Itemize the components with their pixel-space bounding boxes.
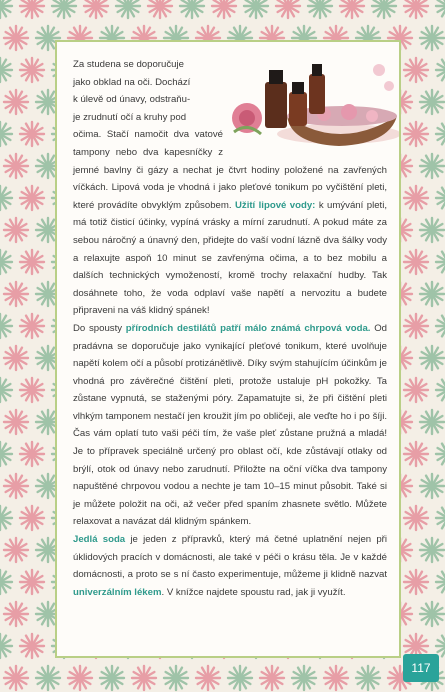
paragraph-lipova-voda: k umývání pleti, má totiž čisticí účinky, vypíná vrásky a mírní zarudnutí. A pokud máte za sebou náročný a únavný den, přidejte do vaší vodní lázně dva šálky vody a relaxujte aspoň 10 minut se zavřenýma očima, a to bez mobilu a dalších technických vymožeností, kromě trochy relaxační hudby. Tak dosáhnete toho, že voda odplaví vaše napětí a nervozitu a budete připraveni na váš klidný spánek! xyxy=(73,199,387,317)
pattern-flower xyxy=(420,218,444,242)
pattern-flower xyxy=(196,666,220,690)
pattern-flower xyxy=(404,570,428,594)
pattern-flower xyxy=(244,0,268,18)
p1-line-4: je zrudnutí očí a kruhy pod xyxy=(73,111,187,123)
pattern-flower xyxy=(420,602,444,626)
paragraph-end: . V knížce najdete spoustu rad, jak ji využít. xyxy=(161,586,346,598)
pattern-flower xyxy=(324,666,348,690)
p1-line-2: jako obklad na oči. Dochází xyxy=(73,76,191,88)
pattern-flower xyxy=(404,250,428,274)
pattern-flower xyxy=(404,378,428,402)
highlight-univerzalni-lek: univerzálním lékem xyxy=(73,586,162,598)
pattern-flower xyxy=(308,0,332,18)
pattern-flower xyxy=(0,186,12,210)
pattern-flower xyxy=(260,666,284,690)
pattern-flower xyxy=(20,122,44,146)
pattern-flower xyxy=(0,122,12,146)
pattern-flower xyxy=(20,634,44,658)
pattern-flower xyxy=(4,602,28,626)
page-number-badge: 117 xyxy=(403,654,439,682)
pattern-flower xyxy=(420,154,444,178)
pattern-flower xyxy=(4,538,28,562)
pattern-flower xyxy=(404,506,428,530)
pattern-flower xyxy=(404,122,428,146)
pattern-flower xyxy=(0,378,12,402)
pattern-flower xyxy=(0,570,12,594)
p1-rest: tampony nebo dva kapesníčky z jemné bavlny či gázy a nechat je čtvrt hodiny položené na zavřených víčkách. Lipová voda je vhodná i jako pleťové tonikum po vyčištění pleti, které provádíte obvyklým způsobem. xyxy=(73,146,387,211)
pattern-flower xyxy=(292,666,316,690)
pattern-flower xyxy=(436,186,445,210)
pattern-flower xyxy=(164,666,188,690)
pattern-flower xyxy=(180,0,204,18)
pattern-flower xyxy=(4,90,28,114)
pattern-flower xyxy=(4,410,28,434)
pattern-flower xyxy=(404,58,428,82)
pattern-flower xyxy=(20,506,44,530)
pattern-flower xyxy=(100,666,124,690)
spa-oils-photo xyxy=(229,52,399,148)
p3-start: Do spousty xyxy=(73,322,123,334)
pattern-flower xyxy=(404,314,428,338)
pattern-flower xyxy=(436,314,445,338)
pattern-flower xyxy=(436,250,445,274)
pattern-flower xyxy=(148,0,172,18)
pattern-flower xyxy=(84,0,108,18)
pattern-flower xyxy=(0,250,12,274)
p1-line-5: očima. Stačí namočit dva vatové xyxy=(73,129,223,141)
pattern-flower xyxy=(420,474,444,498)
pattern-flower xyxy=(68,666,92,690)
pattern-flower xyxy=(436,0,445,18)
pattern-flower xyxy=(0,442,12,466)
pattern-flower xyxy=(0,0,12,18)
pattern-flower xyxy=(4,282,28,306)
pattern-flower xyxy=(4,666,28,690)
pattern-flower xyxy=(420,538,444,562)
pattern-flower xyxy=(20,250,44,274)
pattern-flower xyxy=(228,666,252,690)
paragraph-jedla-soda: je jeden z přípravků, který má četné uplatnění nejen při úklidových pracích v domácnosti, ale také v péči o krásu těla. Je v každé domácnosti, a proto se s ní často experimentuje, můžeme ji klidně nazvat xyxy=(73,534,387,581)
heading-jedla-soda: Jedlá soda xyxy=(73,534,126,546)
paragraph-chrpova-voda: Od pradávna se doporučuje jako vynikající pleťové tonikum, které uvolňuje napětí kolem očí a působí protizánětlivě. Díky svým stahujícím účinkům je vhodná pro závěrečné čištění pleti, protože ustaluje pH pokožky. Ta zůstane vypnutá, se staženými póry. Zapamatujte si, že při čištění pleti vlhkým tamponem nestačí jen kroužit jím po obličeji, ale veďte ho i po šíji. Čas vám oplatí tuto vaši péči tím, že vaše pleť zůstane pružná a mladá! Je to přípravek speciálně určený pro oblast očí, kde zůstávají otlaky od brýlí, otok od únavy nebo zarudnutí. Přiložte na oční víčka dva tampony napuštěné chrpovou vodou a nechte je tam 10–15 minut působit. Také si je můžete položit na oči, až večer před spaním zhasnete světlo. Můžete relaxovat a navázat dál klidným spánkem. xyxy=(73,322,388,528)
pattern-flower xyxy=(4,474,28,498)
pattern-flower xyxy=(4,218,28,242)
pattern-flower xyxy=(20,58,44,82)
pattern-flower xyxy=(0,506,12,530)
pattern-flower xyxy=(4,154,28,178)
pattern-flower xyxy=(0,58,12,82)
pattern-flower xyxy=(420,346,444,370)
pattern-flower xyxy=(4,26,28,50)
pattern-flower xyxy=(276,0,300,18)
pattern-flower xyxy=(436,570,445,594)
article-text xyxy=(73,56,387,601)
pattern-flower xyxy=(420,282,444,306)
pattern-flower xyxy=(20,570,44,594)
pattern-flower xyxy=(36,666,60,690)
pattern-flower xyxy=(420,410,444,434)
pattern-flower xyxy=(0,314,12,338)
pattern-flower xyxy=(20,442,44,466)
pattern-flower xyxy=(404,442,428,466)
pattern-flower xyxy=(52,0,76,18)
p1-line-3: k úlevě od únavy, odstraňu- xyxy=(73,94,191,106)
heading-chrpova-voda: přírodních destilátů patří málo známá chrpová voda. xyxy=(125,322,371,334)
pattern-flower xyxy=(20,186,44,210)
pattern-flower xyxy=(420,90,444,114)
pattern-flower xyxy=(132,666,156,690)
p1-line-1: Za studena se doporučuje xyxy=(73,59,184,70)
pattern-flower xyxy=(404,186,428,210)
pattern-flower xyxy=(420,26,444,50)
heading-lipova-voda: Užití lipové vody: xyxy=(234,199,316,211)
pattern-flower xyxy=(436,442,445,466)
pattern-flower xyxy=(436,378,445,402)
pattern-flower xyxy=(372,0,396,18)
pattern-flower xyxy=(356,666,380,690)
pattern-flower xyxy=(436,122,445,146)
pattern-flower xyxy=(20,378,44,402)
pattern-flower xyxy=(436,58,445,82)
pattern-flower xyxy=(212,0,236,18)
pattern-flower xyxy=(20,314,44,338)
pattern-flower xyxy=(20,0,44,18)
pattern-flower xyxy=(404,0,428,18)
pattern-flower xyxy=(4,346,28,370)
pattern-flower xyxy=(340,0,364,18)
pattern-flower xyxy=(436,506,445,530)
pattern-flower xyxy=(0,634,12,658)
pattern-flower xyxy=(116,0,140,18)
